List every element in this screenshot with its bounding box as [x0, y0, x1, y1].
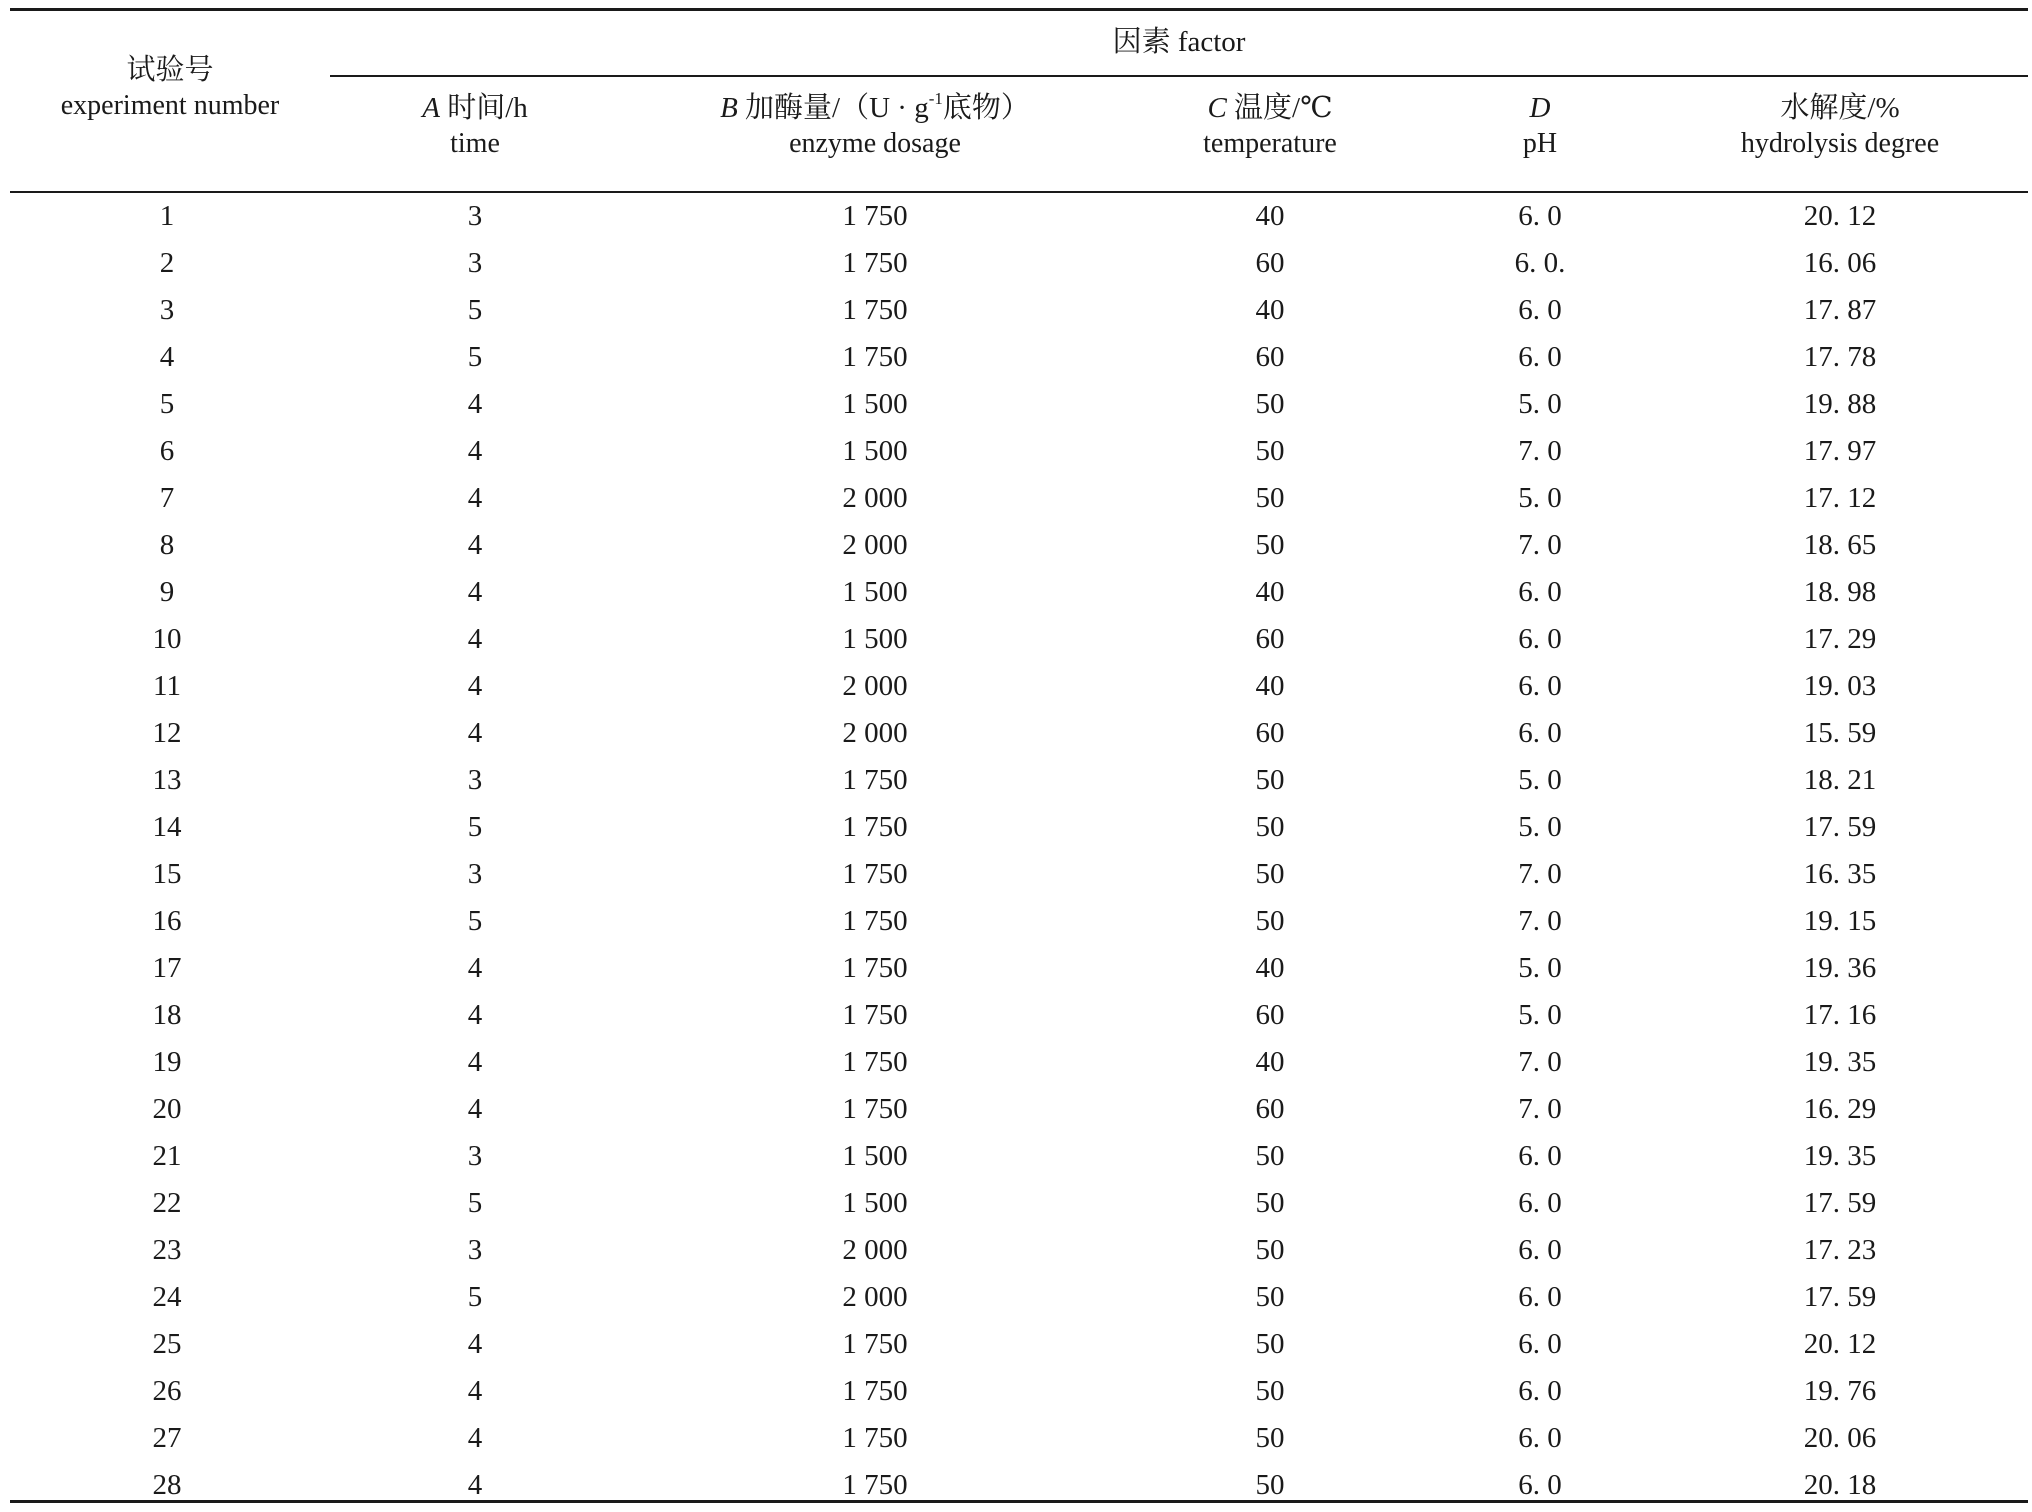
table-row — [0, 1371, 2032, 1418]
hydrolysis-degree-cell: 18. 65 — [1803, 529, 1877, 561]
ph-cell: 6. 0 — [1518, 341, 1562, 373]
hydrolysis-degree-cell: 20. 12 — [1803, 1328, 1877, 1360]
hydrolysis-degree-cell: 19. 15 — [1803, 905, 1877, 937]
experiment-number-cell: 14 — [152, 811, 182, 843]
temperature-cell: 40 — [1255, 952, 1285, 984]
temperature-cell: 50 — [1255, 1281, 1285, 1313]
ph-cell: 6. 0 — [1518, 1187, 1562, 1219]
temperature-cell: 60 — [1255, 1093, 1285, 1125]
hydrolysis-degree-cell: 19. 36 — [1803, 952, 1877, 984]
experiment-number-cell: 6 — [159, 435, 175, 467]
hydrolysis-degree-cell: 19. 35 — [1803, 1140, 1877, 1172]
enzyme-dosage-cell: 2 000 — [842, 1234, 908, 1266]
experiment-number-cell: 18 — [152, 999, 182, 1031]
table-top-rule — [10, 8, 2028, 11]
temperature-cell: 50 — [1255, 529, 1285, 561]
table-body — [0, 196, 2032, 1512]
enzyme-dosage-cell: 1 750 — [842, 811, 908, 843]
header-temperature — [1120, 90, 1420, 162]
header-time-en: time — [450, 128, 500, 159]
hydrolysis-degree-cell: 15. 59 — [1803, 717, 1877, 749]
hydrolysis-degree-cell: 19. 35 — [1803, 1046, 1877, 1078]
hydrolysis-degree-cell: 20. 12 — [1803, 200, 1877, 232]
temperature-cell: 50 — [1255, 905, 1285, 937]
time-cell: 5 — [467, 905, 483, 937]
experiment-number-cell: 20 — [152, 1093, 182, 1125]
header-ph-letter: D — [1529, 92, 1551, 124]
temperature-cell: 50 — [1255, 1234, 1285, 1266]
temperature-cell: 60 — [1255, 341, 1285, 373]
hydrolysis-degree-cell: 17. 97 — [1803, 435, 1877, 467]
hydrolysis-degree-cell: 20. 06 — [1803, 1422, 1877, 1454]
experiment-number-cell: 13 — [152, 764, 182, 796]
header-temperature-letter: C — [1207, 92, 1227, 124]
experiment-number-cell: 17 — [152, 952, 182, 984]
hydrolysis-degree-cell: 16. 29 — [1803, 1093, 1877, 1125]
time-cell: 3 — [467, 1234, 483, 1266]
hydrolysis-degree-cell: 17. 59 — [1803, 1281, 1877, 1313]
experiment-number-cell: 5 — [159, 388, 175, 420]
header-time-letter: A — [422, 92, 440, 124]
time-cell: 4 — [467, 623, 483, 655]
enzyme-dosage-cell: 1 750 — [842, 858, 908, 890]
table-row — [0, 666, 2032, 713]
table-row — [0, 1465, 2032, 1512]
time-cell: 4 — [467, 529, 483, 561]
time-cell: 4 — [467, 1422, 483, 1454]
time-cell: 3 — [467, 200, 483, 232]
table-row — [0, 760, 2032, 807]
ph-cell: 6. 0 — [1518, 1469, 1562, 1501]
ph-cell: 6. 0 — [1518, 1328, 1562, 1360]
time-cell: 4 — [467, 717, 483, 749]
time-cell: 4 — [467, 952, 483, 984]
experiment-number-cell: 22 — [152, 1187, 182, 1219]
hydrolysis-degree-cell: 17. 78 — [1803, 341, 1877, 373]
ph-cell: 5. 0 — [1518, 764, 1562, 796]
ph-cell: 6. 0 — [1518, 200, 1562, 232]
time-cell: 5 — [467, 1187, 483, 1219]
hydrolysis-degree-cell: 17. 23 — [1803, 1234, 1877, 1266]
experiment-number-cell: 27 — [152, 1422, 182, 1454]
enzyme-dosage-cell: 2 000 — [842, 529, 908, 561]
enzyme-dosage-cell: 2 000 — [842, 1281, 908, 1313]
hydrolysis-degree-cell: 16. 35 — [1803, 858, 1877, 890]
header-enzyme-zh-post: 底物） — [942, 92, 1030, 124]
header-experiment-number — [10, 52, 330, 124]
temperature-cell: 50 — [1255, 1328, 1285, 1360]
hydrolysis-degree-cell: 16. 06 — [1803, 247, 1877, 279]
ph-cell: 6. 0 — [1518, 1375, 1562, 1407]
enzyme-dosage-cell: 1 750 — [842, 764, 908, 796]
experiment-number-cell: 24 — [152, 1281, 182, 1313]
enzyme-dosage-cell: 2 000 — [842, 670, 908, 702]
enzyme-dosage-cell: 1 500 — [842, 1187, 908, 1219]
temperature-cell: 40 — [1255, 294, 1285, 326]
ph-cell: 6. 0 — [1518, 1140, 1562, 1172]
header-enzyme-letter: B — [720, 92, 738, 124]
time-cell: 4 — [467, 1375, 483, 1407]
table-row — [0, 431, 2032, 478]
time-cell: 5 — [467, 341, 483, 373]
temperature-cell: 60 — [1255, 623, 1285, 655]
ph-cell: 6. 0 — [1518, 670, 1562, 702]
time-cell: 3 — [467, 247, 483, 279]
experiment-number-cell: 8 — [159, 529, 175, 561]
time-cell: 3 — [467, 1140, 483, 1172]
temperature-cell: 50 — [1255, 1422, 1285, 1454]
enzyme-dosage-cell: 1 500 — [842, 388, 908, 420]
table-row — [0, 1230, 2032, 1277]
time-cell: 4 — [467, 1093, 483, 1125]
experiment-number-cell: 21 — [152, 1140, 182, 1172]
enzyme-dosage-cell: 1 500 — [842, 623, 908, 655]
time-cell: 4 — [467, 482, 483, 514]
enzyme-dosage-cell: 1 750 — [842, 999, 908, 1031]
factor-group-rule — [330, 75, 2028, 77]
experiment-number-cell: 23 — [152, 1234, 182, 1266]
time-cell: 4 — [467, 1469, 483, 1501]
enzyme-dosage-cell: 1 500 — [842, 576, 908, 608]
header-temperature-en: temperature — [1203, 128, 1337, 159]
table-row — [0, 901, 2032, 948]
hydrolysis-degree-cell: 18. 98 — [1803, 576, 1877, 608]
header-experiment-zh: 试验号 — [126, 54, 214, 86]
header-hydrolysis-zh: 水解度/% — [1780, 92, 1900, 124]
enzyme-dosage-cell: 1 750 — [842, 952, 908, 984]
enzyme-dosage-cell: 1 500 — [842, 435, 908, 467]
ph-cell: 5. 0 — [1518, 811, 1562, 843]
temperature-cell: 60 — [1255, 717, 1285, 749]
experiment-number-cell: 3 — [159, 294, 175, 326]
temperature-cell: 60 — [1255, 999, 1285, 1031]
table-row — [0, 807, 2032, 854]
enzyme-dosage-cell: 1 750 — [842, 341, 908, 373]
time-cell: 4 — [467, 670, 483, 702]
temperature-cell: 50 — [1255, 764, 1285, 796]
ph-cell: 7. 0 — [1518, 1093, 1562, 1125]
temperature-cell: 60 — [1255, 247, 1285, 279]
table-row — [0, 290, 2032, 337]
ph-cell: 7. 0 — [1518, 905, 1562, 937]
enzyme-dosage-cell: 1 750 — [842, 1469, 908, 1501]
table-row — [0, 384, 2032, 431]
table-row — [0, 525, 2032, 572]
ph-cell: 5. 0 — [1518, 952, 1562, 984]
header-hydrolysis-degree — [1680, 90, 2000, 162]
temperature-cell: 50 — [1255, 435, 1285, 467]
header-temperature-zh: 温度/℃ — [1226, 92, 1333, 124]
ph-cell: 7. 0 — [1518, 1046, 1562, 1078]
table-row — [0, 948, 2032, 995]
temperature-cell: 50 — [1255, 858, 1285, 890]
hydrolysis-degree-cell: 17. 59 — [1803, 811, 1877, 843]
time-cell: 5 — [467, 294, 483, 326]
ph-cell: 5. 0 — [1518, 388, 1562, 420]
header-ph-en: pH — [1522, 128, 1558, 159]
time-cell: 4 — [467, 388, 483, 420]
time-cell: 4 — [467, 999, 483, 1031]
time-cell: 4 — [467, 576, 483, 608]
enzyme-dosage-cell: 1 750 — [842, 905, 908, 937]
experiment-number-cell: 19 — [152, 1046, 182, 1078]
hydrolysis-degree-cell: 17. 12 — [1803, 482, 1877, 514]
hydrolysis-degree-cell: 19. 03 — [1803, 670, 1877, 702]
ph-cell: 6. 0 — [1518, 294, 1562, 326]
table-row — [0, 1042, 2032, 1089]
temperature-cell: 50 — [1255, 1375, 1285, 1407]
hydrolysis-degree-cell: 17. 29 — [1803, 623, 1877, 655]
table-row — [0, 995, 2032, 1042]
table-row — [0, 1089, 2032, 1136]
enzyme-dosage-cell: 1 750 — [842, 200, 908, 232]
experiment-number-cell: 12 — [152, 717, 182, 749]
table-row — [0, 619, 2032, 666]
experiment-number-cell: 9 — [159, 576, 175, 608]
time-cell: 4 — [467, 1328, 483, 1360]
table-row — [0, 337, 2032, 384]
hydrolysis-degree-cell: 19. 88 — [1803, 388, 1877, 420]
ph-cell: 6. 0 — [1518, 1234, 1562, 1266]
ph-cell: 7. 0 — [1518, 858, 1562, 890]
enzyme-dosage-cell: 1 750 — [842, 1046, 908, 1078]
time-cell: 5 — [467, 811, 483, 843]
time-cell: 3 — [467, 858, 483, 890]
table-row — [0, 1136, 2032, 1183]
temperature-cell: 50 — [1255, 388, 1285, 420]
ph-cell: 6. 0 — [1518, 1422, 1562, 1454]
ph-cell: 6. 0 — [1518, 717, 1562, 749]
temperature-cell: 40 — [1255, 1046, 1285, 1078]
table-row — [0, 1277, 2032, 1324]
temperature-cell: 50 — [1255, 811, 1285, 843]
experiment-number-cell: 28 — [152, 1469, 182, 1501]
header-time — [375, 90, 575, 162]
table-row — [0, 854, 2032, 901]
table-row — [0, 478, 2032, 525]
enzyme-dosage-cell: 1 750 — [842, 1328, 908, 1360]
ph-cell: 6. 0 — [1518, 623, 1562, 655]
experiment-number-cell: 25 — [152, 1328, 182, 1360]
enzyme-dosage-cell: 1 750 — [842, 294, 908, 326]
experiment-number-cell: 11 — [153, 670, 181, 702]
table-row — [0, 1183, 2032, 1230]
experiment-number-cell: 2 — [159, 247, 175, 279]
time-cell: 4 — [467, 1046, 483, 1078]
table-row — [0, 1324, 2032, 1371]
time-cell: 3 — [467, 764, 483, 796]
header-enzyme-zh-pre: 加酶量/（U · g — [737, 92, 929, 124]
header-experiment-en: experiment number — [60, 90, 280, 121]
experiment-number-cell: 4 — [159, 341, 175, 373]
ph-cell: 6. 0 — [1518, 1281, 1562, 1313]
experiment-number-cell: 16 — [152, 905, 182, 937]
header-enzyme-en: enzyme dosage — [789, 128, 961, 159]
ph-cell: 5. 0 — [1518, 482, 1562, 514]
table-row — [0, 196, 2032, 243]
table-row — [0, 713, 2032, 760]
header-factor-group: 因素 factor — [1112, 26, 1246, 58]
experiment-number-cell: 7 — [159, 482, 175, 514]
header-enzyme-sup: -1 — [928, 89, 943, 108]
table-row — [0, 1418, 2032, 1465]
enzyme-dosage-cell: 1 750 — [842, 1375, 908, 1407]
header-bottom-rule — [10, 191, 2028, 193]
temperature-cell: 40 — [1255, 576, 1285, 608]
header-enzyme-dosage — [650, 90, 1100, 162]
enzyme-dosage-cell: 2 000 — [842, 482, 908, 514]
temperature-cell: 50 — [1255, 1469, 1285, 1501]
hydrolysis-degree-cell: 19. 76 — [1803, 1375, 1877, 1407]
header-hydrolysis-en: hydrolysis degree — [1740, 128, 1940, 159]
temperature-cell: 50 — [1255, 1140, 1285, 1172]
table-row — [0, 572, 2032, 619]
experiment-number-cell: 26 — [152, 1375, 182, 1407]
enzyme-dosage-cell: 1 500 — [842, 1140, 908, 1172]
experiment-number-cell: 15 — [152, 858, 182, 890]
temperature-cell: 40 — [1255, 200, 1285, 232]
table-row — [0, 243, 2032, 290]
ph-cell: 6. 0. — [1514, 247, 1566, 279]
temperature-cell: 40 — [1255, 670, 1285, 702]
experiment-number-cell: 10 — [152, 623, 182, 655]
hydrolysis-degree-cell: 17. 87 — [1803, 294, 1877, 326]
temperature-cell: 50 — [1255, 1187, 1285, 1219]
enzyme-dosage-cell: 1 750 — [842, 1093, 908, 1125]
enzyme-dosage-cell: 1 750 — [842, 247, 908, 279]
header-time-zh: 时间/h — [439, 92, 528, 124]
time-cell: 5 — [467, 1281, 483, 1313]
enzyme-dosage-cell: 1 750 — [842, 1422, 908, 1454]
ph-cell: 5. 0 — [1518, 999, 1562, 1031]
hydrolysis-degree-cell: 20. 18 — [1803, 1469, 1877, 1501]
time-cell: 4 — [467, 435, 483, 467]
header-ph — [1440, 90, 1640, 162]
hydrolysis-degree-cell: 17. 59 — [1803, 1187, 1877, 1219]
temperature-cell: 50 — [1255, 482, 1285, 514]
ph-cell: 6. 0 — [1518, 576, 1562, 608]
hydrolysis-degree-cell: 18. 21 — [1803, 764, 1877, 796]
hydrolysis-degree-cell: 17. 16 — [1803, 999, 1877, 1031]
ph-cell: 7. 0 — [1518, 529, 1562, 561]
ph-cell: 7. 0 — [1518, 435, 1562, 467]
enzyme-dosage-cell: 2 000 — [842, 717, 908, 749]
experiment-number-cell: 1 — [159, 200, 175, 232]
